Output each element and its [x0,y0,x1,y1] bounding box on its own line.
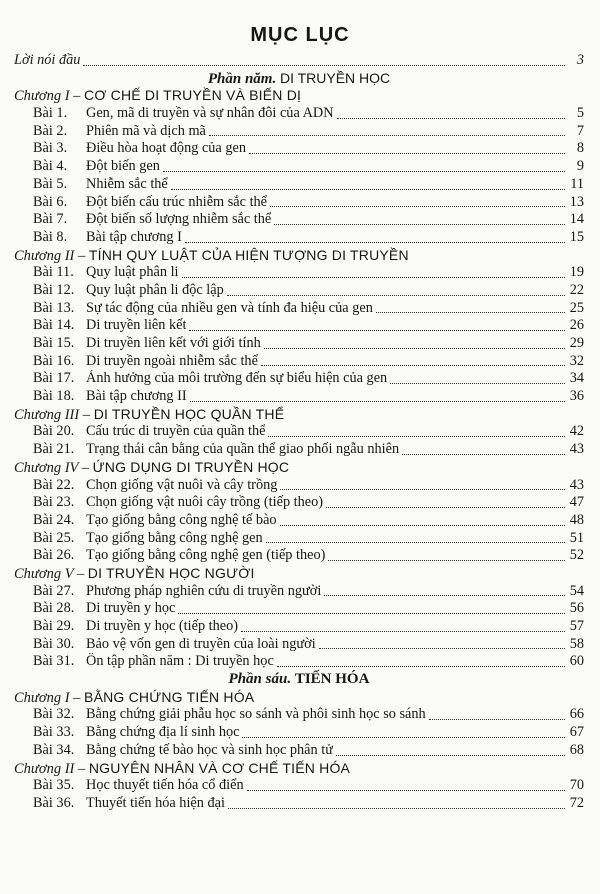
toc-entry[interactable] [14,636,584,654]
lesson-number: Bài 32. [33,706,75,723]
dot-leader [337,107,565,119]
chapter-number: Chương III – [14,406,91,423]
toc-entry[interactable] [14,795,584,813]
dot-leader [264,337,565,349]
dot-leader [182,266,565,278]
toc-entry[interactable] [14,300,584,318]
lesson-title: Bảo vệ vốn gen di truyền của loài người [86,635,316,652]
page-title: MỤC LỤC [250,24,350,46]
page-number: 11 [570,175,584,192]
page-number: 8 [576,140,584,157]
part-heading [14,70,584,88]
part-name: DI TRUYỀN HỌC [279,69,391,86]
part-name: TIẾN HÓA [294,671,370,688]
dot-leader [324,584,565,596]
lesson-title: Bằng chứng tế bào học và sinh học phân tử [86,741,333,758]
dot-leader [429,708,565,720]
toc-entry[interactable] [14,388,584,406]
page-number: 58 [569,635,584,652]
chapter-heading[interactable] [14,406,584,424]
dot-leader [261,354,565,366]
toc-entry[interactable] [14,477,584,495]
lesson-title: Trạng thái cân bằng của quần thể giao phối ngẫu nhiên [86,441,400,458]
chapter-number: Chương I – [14,88,81,105]
page-number: 5 [576,105,584,122]
toc-entry-foreword[interactable] [14,52,584,70]
dot-leader [402,443,565,455]
toc-entry[interactable] [14,176,584,194]
dot-leader [376,301,565,313]
dot-leader [227,284,565,296]
lesson-title: Điều hòa hoạt động của gen [86,140,246,157]
toc-body [14,70,584,813]
page-number: 36 [569,388,584,405]
lesson-number: Bài 25. [33,529,75,546]
lesson-title: Tạo giống bằng công nghệ gen [86,529,263,546]
page-number: 9 [576,158,584,175]
dot-leader [336,744,565,756]
lesson-number: Bài 6. [33,193,68,210]
dot-leader [274,213,565,225]
lesson-number: Bài 11. [33,264,74,281]
page-number: 7 [576,122,584,139]
page-number: 34 [569,370,584,387]
lesson-title: Đột biến cấu trúc nhiễm sắc thể [86,193,268,210]
toc-entry[interactable] [14,194,584,212]
lesson-number: Bài 30. [33,635,75,652]
lesson-title: Quy luật phân li độc lập [86,281,224,298]
chapter-number: Chương II – [14,760,86,777]
page-number: 52 [569,547,584,564]
lesson-number: Bài 24. [33,511,75,528]
lesson-number: Bài 2. [33,122,68,139]
page-number: 3 [576,52,584,68]
lesson-number: Bài 18. [33,388,75,405]
lesson-number: Bài 13. [33,299,75,316]
toc-entry[interactable] [14,370,584,388]
chapter-heading[interactable] [14,565,584,583]
dot-leader [189,319,565,331]
lesson-title: Tạo giống bằng công nghệ gen (tiếp theo) [86,547,326,564]
lesson-title: Bằng chứng giải phẫu học so sánh và phôi sinh học so sánh [86,706,426,723]
lesson-title: Đột biến số lượng nhiễm sắc thể [86,211,272,228]
toc-entry[interactable] [14,583,584,601]
dot-leader [280,478,565,490]
lesson-number: Bài 28. [33,600,75,617]
toc-entry[interactable] [14,317,584,335]
page-number: 48 [569,511,584,528]
lesson-number: Bài 15. [33,335,75,351]
dot-leader [209,124,565,136]
toc-entry[interactable] [14,441,584,459]
lesson-number: Bài 31. [33,653,75,670]
dot-leader [326,496,565,508]
page-number: 47 [569,494,584,511]
toc-entry[interactable] [14,158,584,176]
lesson-number: Bài 33. [33,724,75,741]
part-prefix: Phần năm. [207,70,277,87]
toc-entry[interactable] [14,742,584,760]
dot-leader [319,637,565,649]
chapter-name: DI TRUYỀN HỌC QUẦN THỂ [93,405,285,422]
toc-entry[interactable] [14,530,584,548]
page-number: 26 [569,317,584,334]
page-number: 51 [569,529,584,546]
toc-entry[interactable] [14,706,584,724]
page-number: 68 [569,741,584,758]
dot-leader [171,178,565,190]
chapter-heading[interactable] [14,247,584,265]
lesson-number: Bài 21. [33,441,75,458]
lesson-title: Chọn giống vật nuôi và cây trồng [86,476,278,493]
dot-leader [266,531,565,543]
lesson-number: Bài 29. [33,618,75,634]
chapter-name: BẰNG CHỨNG TIẾN HÓA [84,688,255,705]
page-number: 15 [569,228,584,245]
toc-entry[interactable] [14,423,584,441]
lesson-number: Bài 12. [33,281,75,298]
page-number: 19 [569,264,584,281]
lesson-number: Bài 35. [33,777,75,794]
lesson-number: Bài 1. [33,105,68,122]
lesson-number: Bài 36. [33,794,75,811]
toc-entry[interactable] [14,494,584,512]
lesson-title: Chọn giống vật nuôi cây trồng (tiếp theo) [86,494,324,511]
toc-entry[interactable] [14,140,584,158]
lesson-number: Bài 23. [33,494,75,511]
chapter-heading[interactable] [14,689,584,707]
table-of-contents [14,52,584,813]
lesson-title: Bài tập chương I [86,228,182,245]
lesson-title: Quy luật phân li [86,264,179,281]
dot-leader [328,549,565,561]
lesson-title: Bài tập chương II [86,388,187,405]
lesson-title: Di truyền y học (tiếp theo) [86,618,239,634]
lesson-number: Bài 8. [33,228,68,245]
dot-leader [247,779,565,791]
toc-entry[interactable] [14,777,584,795]
toc-entry[interactable] [14,353,584,371]
dot-leader [83,54,565,66]
page-number: 57 [569,618,584,634]
toc-entry[interactable] [14,653,584,671]
page-number: 42 [569,423,584,440]
dot-leader [390,372,565,384]
lesson-number: Bài 3. [33,140,68,157]
lesson-title: Phiên mã và dịch mã [86,122,206,139]
lesson-title: Cấu trúc di truyền của quần thể [86,423,266,440]
toc-entry[interactable] [14,211,584,229]
dot-leader [249,142,565,154]
toc-entry[interactable] [14,229,584,247]
toc-entry[interactable] [14,618,584,636]
dot-leader [178,602,565,614]
lesson-title: Thuyết tiến hóa hiện đại [86,794,225,811]
dot-leader [228,797,565,809]
toc-entry[interactable] [14,547,584,565]
dot-leader [185,231,565,243]
lesson-number: Bài 16. [33,352,75,369]
lesson-number: Bài 27. [33,582,75,599]
page-number: 72 [569,794,584,811]
lesson-number: Bài 20. [33,423,75,440]
page-number: 13 [569,193,584,210]
page-number: 66 [569,706,584,723]
toc-entry[interactable] [14,123,584,141]
lesson-number: Bài 17. [33,370,75,387]
lesson-number: Bài 4. [33,158,68,175]
dot-leader [190,390,565,402]
lesson-title: Ảnh hưởng của môi trường đến sự biểu hiện của gen [86,370,388,387]
chapter-name: ỨNG DỤNG DI TRUYỀN HỌC [92,458,290,475]
lesson-title: Di truyền liên kết với giới tính [86,335,261,351]
chapter-heading[interactable] [14,459,584,477]
page-number: 14 [569,211,584,228]
toc-entry[interactable] [14,105,584,123]
lesson-number: Bài 5. [33,175,68,192]
dot-leader [268,425,565,437]
chapter-name: CƠ CHẾ DI TRUYỀN VÀ BIẾN DỊ [84,87,302,104]
lesson-number: Bài 26. [33,547,75,564]
toc-entry[interactable] [14,282,584,300]
lesson-number: Bài 34. [33,741,75,758]
part-prefix: Phần sáu. [228,671,292,688]
page-number: 32 [569,352,584,369]
lesson-title: Di truyền liên kết [86,317,187,334]
toc-entry[interactable] [14,512,584,530]
lesson-title: Đột biến gen [86,158,160,175]
chapter-name: TÍNH QUY LUẬT CỦA HIỆN TƯỢNG DI TRUYỀN [88,246,409,263]
lesson-number: Bài 7. [33,211,68,228]
page-number: 70 [569,777,584,794]
page-number: 67 [569,724,584,741]
chapter-number: Chương II – [14,247,86,264]
chapter-number: Chương V – [14,565,85,582]
chapter-heading[interactable] [14,760,584,778]
page-number: 29 [569,335,584,351]
page-number: 54 [569,582,584,599]
page-number: 43 [569,441,584,458]
dot-leader [163,160,565,172]
chapter-number: Chương I – [14,689,81,706]
chapter-number: Chương IV – [14,459,89,476]
lesson-title: Tạo giống bằng công nghệ tế bào [86,511,277,528]
lesson-title: Sự tác động của nhiều gen và tính đa hiệu của gen [86,299,373,316]
toc-entry[interactable] [14,724,584,742]
page-number: 56 [569,600,584,617]
toc-entry[interactable] [14,264,584,282]
page-number: 60 [569,653,584,670]
toc-entry[interactable] [14,600,584,618]
chapter-name: DI TRUYỀN HỌC NGƯỜI [87,564,255,581]
part-heading [14,671,584,689]
foreword-label: Lời nói đầu [14,52,81,68]
page-number: 43 [569,476,584,493]
lesson-title: Di truyền y học [86,600,176,617]
dot-leader [242,726,565,738]
lesson-title: Phương pháp nghiên cứu di truyền người [86,582,322,599]
lesson-title: Di truyền ngoài nhiễm sắc thể [86,352,258,369]
chapter-heading[interactable] [14,87,584,105]
lesson-title: Gen, mã di truyền và sự nhân đôi của ADN [86,105,334,122]
lesson-number: Bài 14. [33,317,75,334]
dot-leader [241,620,565,632]
dot-leader [270,195,565,207]
lesson-number: Bài 22. [33,476,75,493]
lesson-title: Nhiễm sắc thể [86,175,168,192]
page-number: 22 [569,281,584,298]
lesson-title: Bằng chứng địa lí sinh học [86,724,240,741]
chapter-name: NGUYÊN NHÂN VÀ CƠ CHẾ TIẾN HÓA [88,759,351,776]
dot-leader [277,655,565,667]
page-number: 25 [569,299,584,316]
dot-leader [280,514,565,526]
lesson-title: Học thuyết tiến hóa cổ điển [86,777,244,794]
lesson-title: Ôn tập phần năm : Di truyền học [86,653,274,670]
toc-entry[interactable] [14,335,584,353]
